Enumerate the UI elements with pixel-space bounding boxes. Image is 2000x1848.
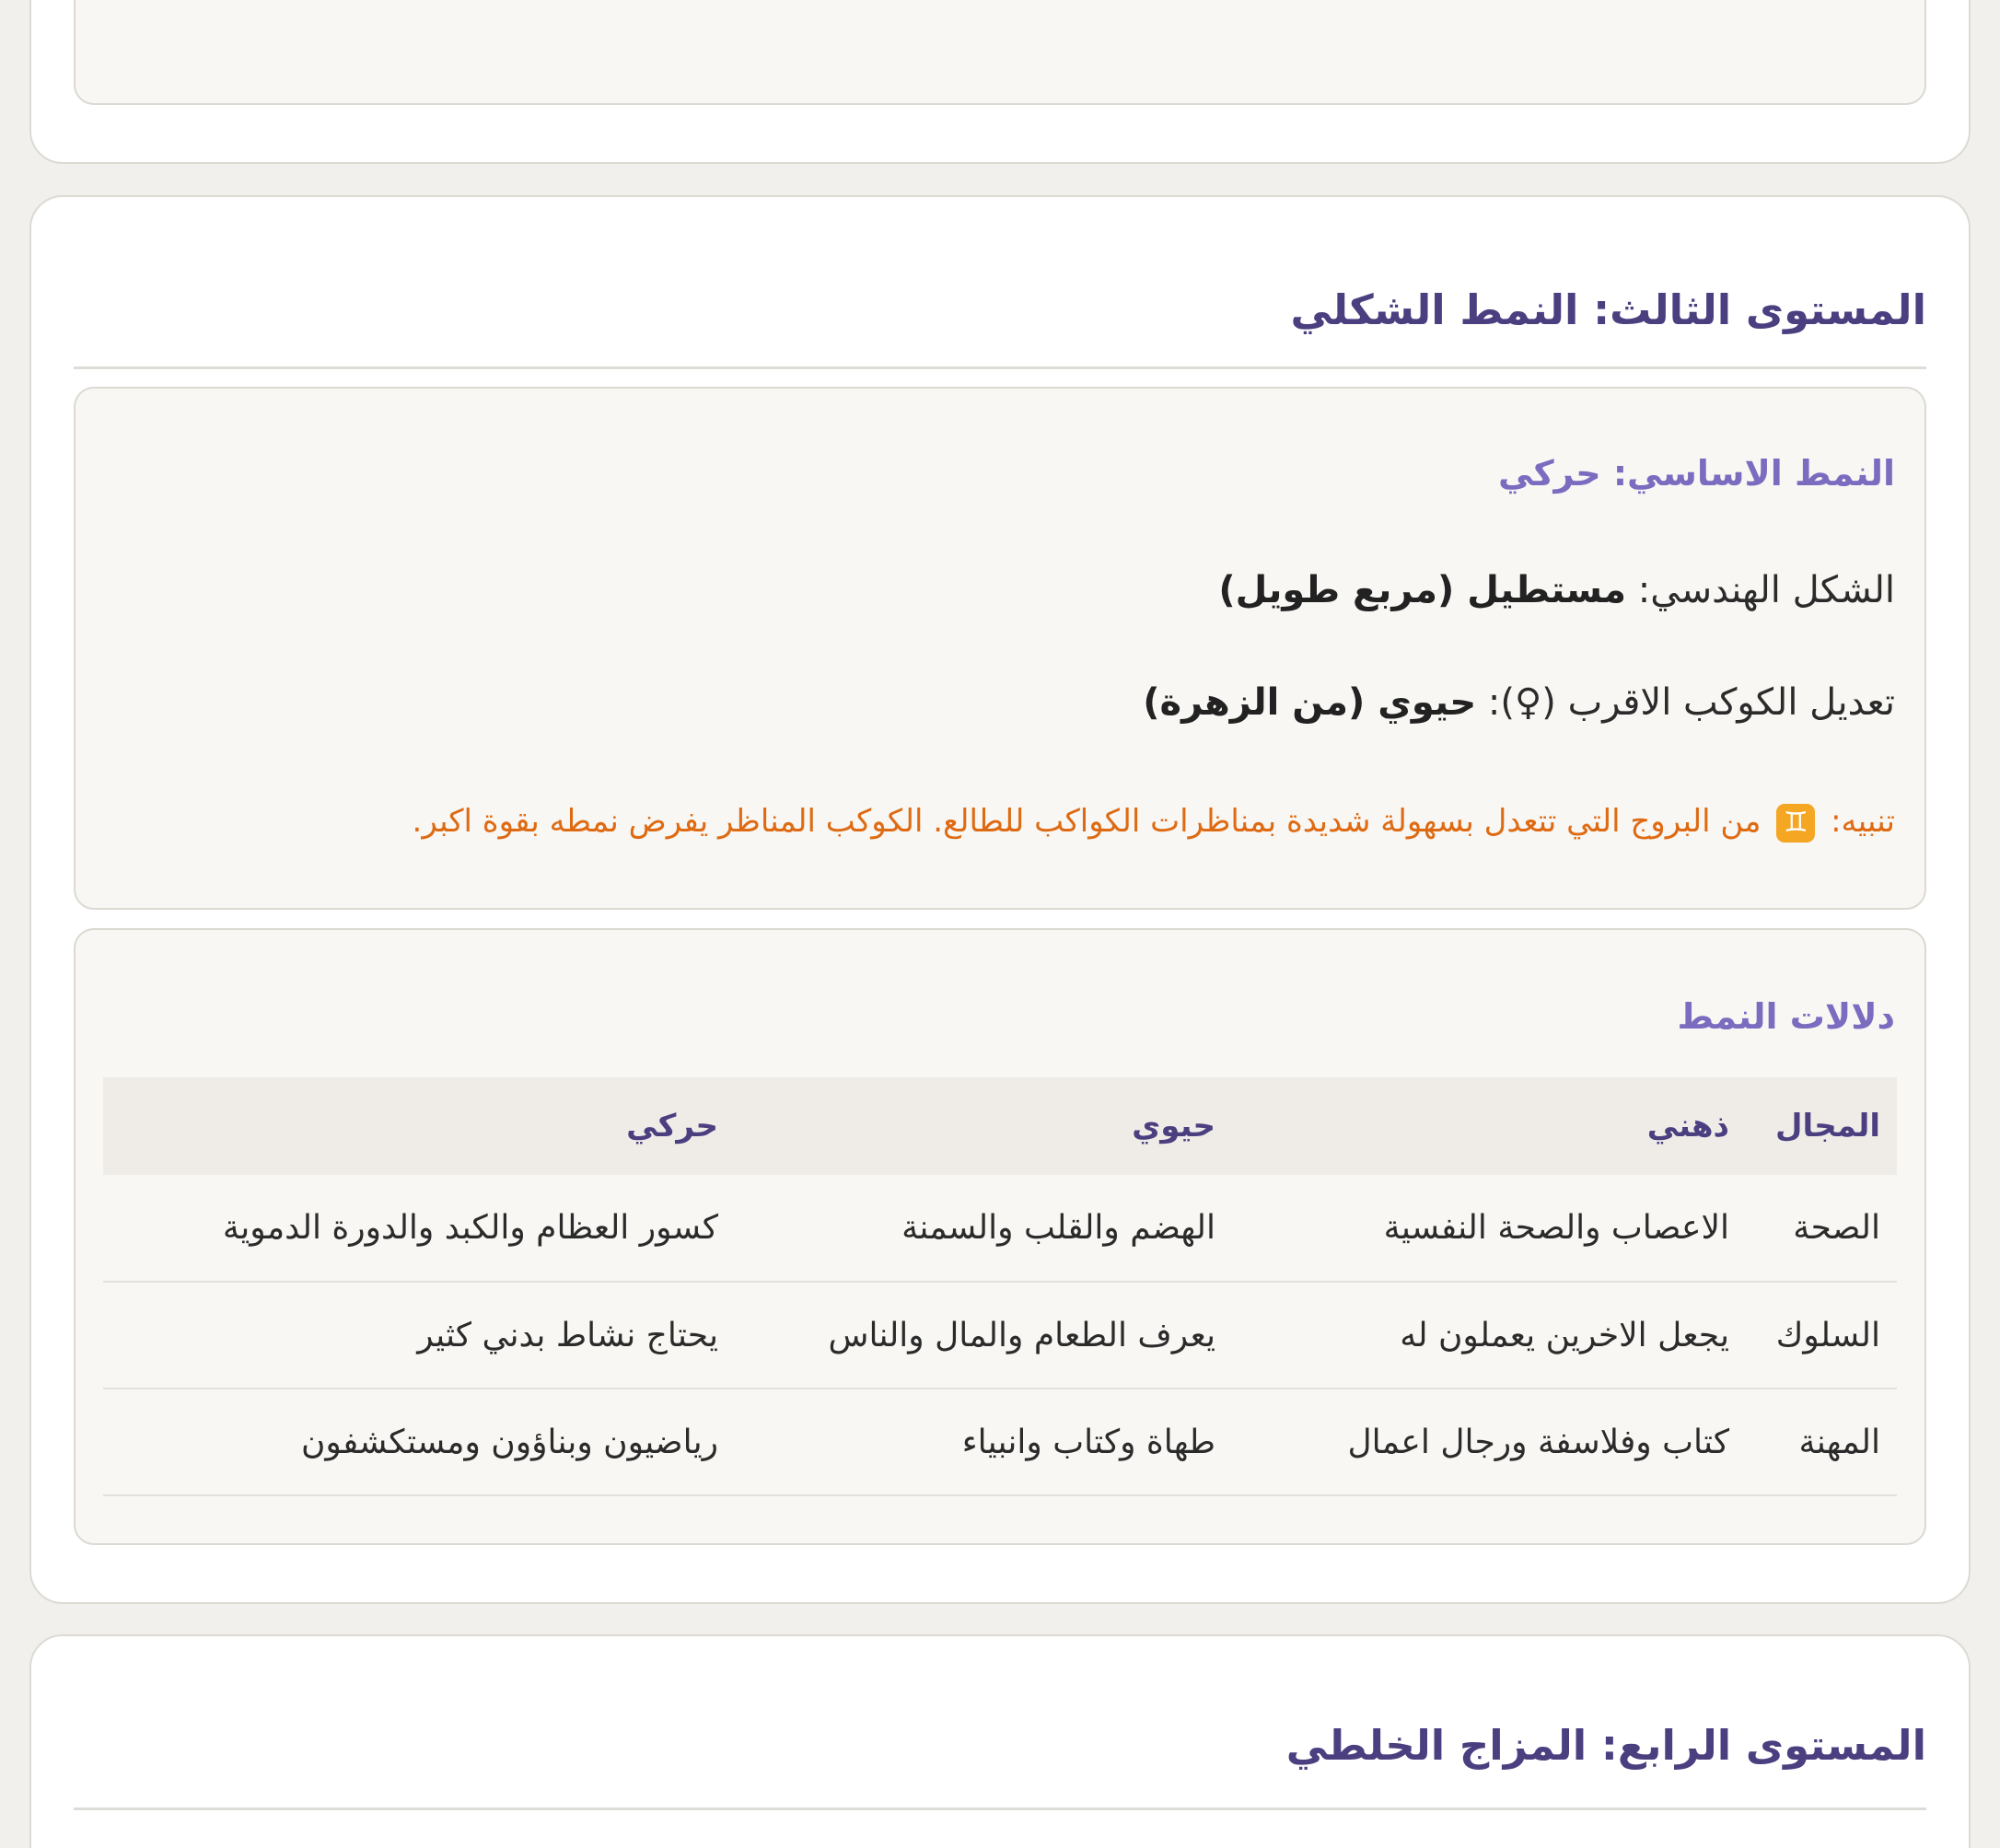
warning-prefix: تنبيه: (1820, 803, 1895, 840)
meanings-heading: دلالات النمط (1677, 996, 1895, 1037)
warning-note (413, 803, 1895, 843)
shape-line (1218, 569, 1895, 611)
table-cell: السلوك (1746, 1282, 1897, 1389)
table-cell: يحتاج نشاط بدني كثير (103, 1282, 735, 1389)
table-cell: الهضم والقلب والسمنة (735, 1175, 1232, 1282)
warning-text: من البروج التي تتعدل بسهولة شديدة بمناظرات الكواكب للطالع. الكوكب المناظر يفرض نمطه بقوة اكبر. (412, 803, 1772, 840)
table-cell: الاعصاب والصحة النفسية (1232, 1175, 1746, 1282)
table-cell: طهاة وكتاب وانبياء (735, 1389, 1232, 1495)
previous-level-card (29, 0, 1971, 164)
table-row (103, 1282, 1897, 1389)
level4-card (29, 1634, 1971, 1848)
table-row (103, 1389, 1897, 1495)
shape-label: الشكل الهندسي: (1626, 569, 1895, 611)
meanings-box (74, 928, 1926, 1545)
gemini-icon: ♊ (1776, 804, 1815, 843)
pattern-box (74, 387, 1926, 910)
column-header-domain: المجال (1775, 1108, 1880, 1145)
table-cell: يعرف الطعام والمال والناس (735, 1282, 1232, 1389)
level3-title: المستوى الثالث: النمط الشكلي (1290, 285, 1926, 334)
planet-line (1143, 681, 1895, 724)
table-cell: المهنة (1746, 1389, 1897, 1495)
table-cell: كتاب وفلاسفة ورجال اعمال (1232, 1389, 1746, 1495)
shape-value: مستطيل (مربع طويل) (1218, 569, 1627, 611)
table-cell: يجعل الاخرين يعملون له (1232, 1282, 1746, 1389)
level4-title: المستوى الرابع: المزاج الخلطي (1285, 1721, 1926, 1770)
planet-value: حيوي (من الزهرة) (1143, 681, 1477, 724)
pattern-heading: النمط الاساسي: حركي (1498, 453, 1895, 494)
table-cell: رياضيون وبناؤون ومستكشفون (103, 1389, 735, 1495)
table-header-row (103, 1077, 1897, 1175)
column-header-vital: حيوي (1132, 1108, 1215, 1145)
meanings-table (103, 1077, 1897, 1496)
level3-card (29, 195, 1971, 1604)
table-cell: الصحة (1746, 1175, 1897, 1282)
level4-divider (74, 1807, 1926, 1810)
planet-label: تعديل الكوكب الاقرب (♀): (1476, 681, 1895, 724)
table-cell: كسور العظام والكبد والدورة الدموية (103, 1175, 735, 1282)
level3-divider (74, 366, 1926, 369)
column-header-mental: ذهني (1646, 1108, 1729, 1145)
table-row (103, 1175, 1897, 1282)
previous-level-box (74, 0, 1926, 105)
column-header-motor: حركي (626, 1108, 718, 1145)
